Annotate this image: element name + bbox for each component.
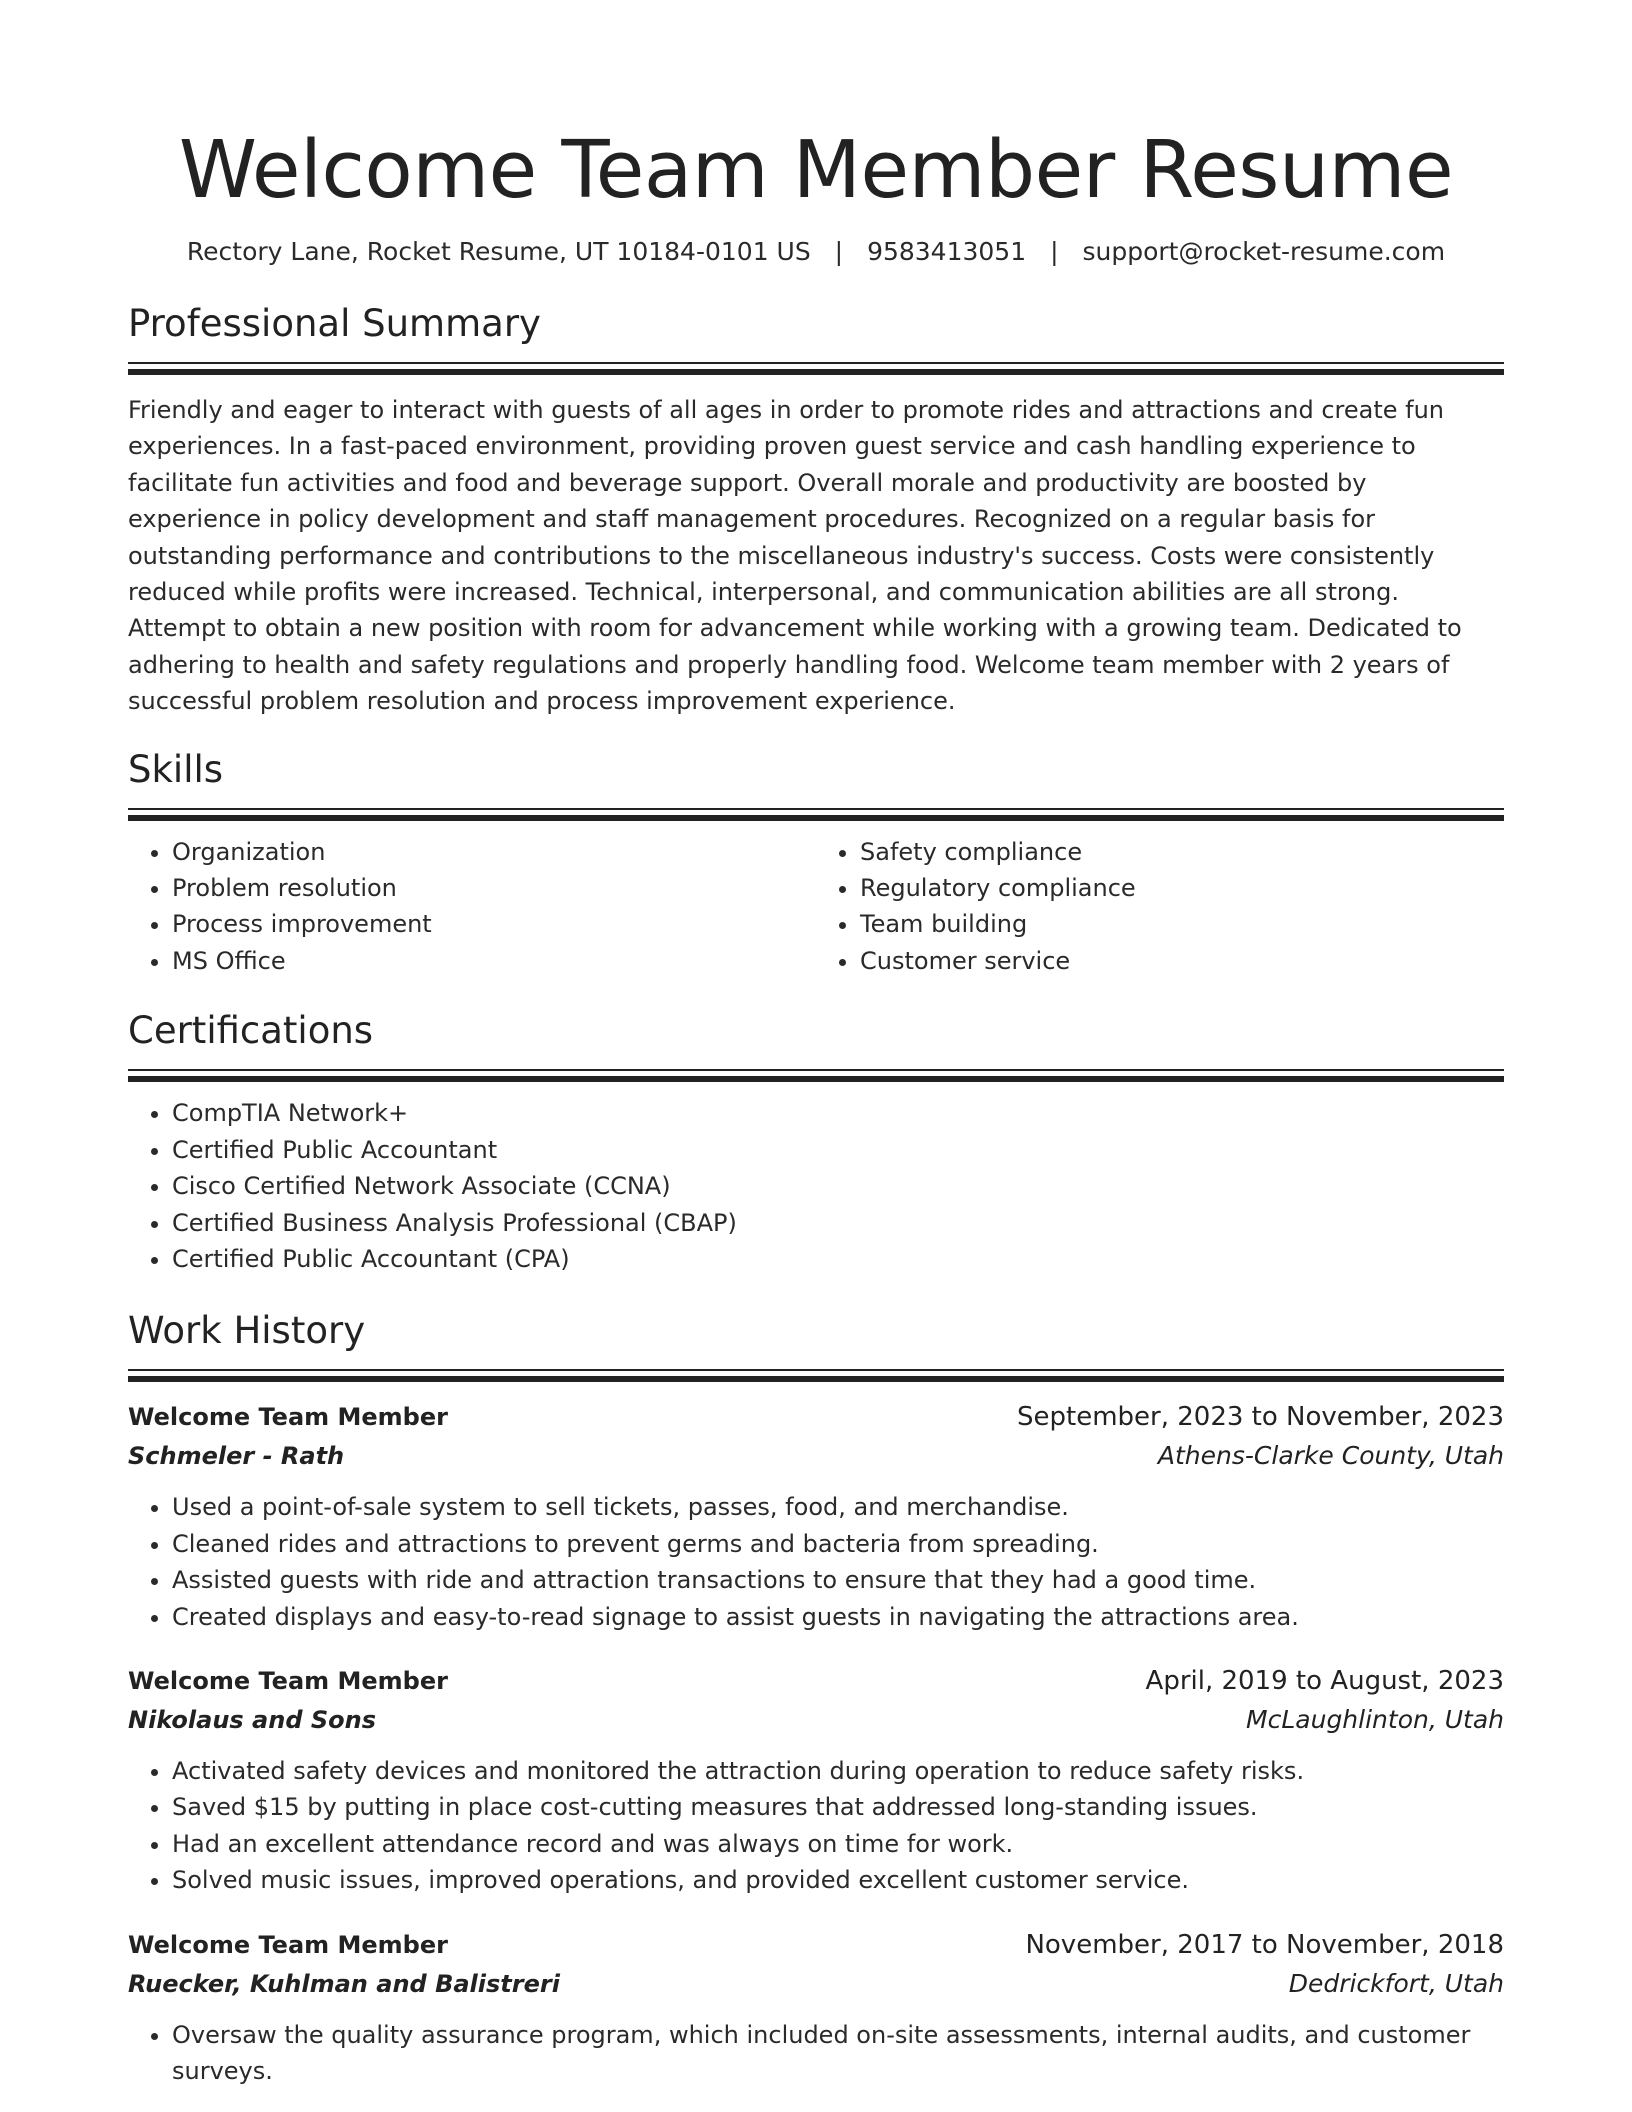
skill-item: • Safety compliance [860, 834, 1504, 870]
certification-item: • Certified Business Analysis Professional (CBAP) [172, 1205, 1504, 1241]
contact-separator: | [1050, 237, 1059, 266]
job-location: Dedrickfort, Utah [1288, 1968, 1504, 1998]
job-company: Schmeler - Rath [128, 1442, 345, 1471]
job-bullet: • Assisted guests with ride and attraction transactions to ensure that they had a good time. [172, 1562, 1504, 1598]
job-bullet: • Oversaw the quality assurance program, which included on-site assessments, internal audits, and customer surveys. [172, 2017, 1504, 2090]
job-location: McLaughlinton, Utah [1246, 1704, 1504, 1734]
skill-item: • Regulatory compliance [860, 870, 1504, 906]
skill-item: • Team building [860, 906, 1504, 942]
skills-column-right [816, 834, 1504, 980]
certification-item: • Cisco Certified Network Associate (CCNA) [172, 1168, 1504, 1204]
job-bullet: • Cleaned rides and attractions to prevent germs and bacteria from spreading. [172, 1526, 1504, 1562]
section-divider [128, 362, 1504, 374]
job-bullet: • Solved music issues, improved operations, and provided excellent customer service. [172, 1862, 1504, 1898]
section-title-skills: Skills [128, 747, 224, 791]
job-location: Athens-Clarke County, Utah [1157, 1441, 1504, 1471]
job-title: Welcome Team Member [128, 1403, 448, 1432]
job-entry [128, 1397, 1504, 1635]
section-divider [128, 808, 1504, 820]
contact-phone: 9583413051 [867, 237, 1027, 266]
skill-item: • Customer service [860, 943, 1504, 979]
job-dates: November, 2017 to November, 2018 [1025, 1929, 1504, 1960]
job-bullet: • Had an excellent attendance record and was always on time for work. [172, 1826, 1504, 1862]
resume-page [128, 0, 1504, 2089]
skill-item: • Problem resolution [172, 870, 816, 906]
skill-item: • Process improvement [172, 906, 816, 942]
skill-item: • Organization [172, 834, 816, 870]
job-bullet: • Saved $15 by putting in place cost-cutting measures that addressed long-standing issues. [172, 1789, 1504, 1825]
work-history-section [128, 1307, 1504, 2089]
certification-item: • Certified Public Accountant [172, 1132, 1504, 1168]
summary-section [128, 300, 1504, 720]
section-divider [128, 1069, 1504, 1081]
resume-name: Welcome Team Member Resume [178, 124, 1454, 216]
job-bullet: • Used a point-of-sale system to sell tickets, passes, food, and merchandise. [172, 1489, 1504, 1525]
certification-item: • Certified Public Accountant (CPA) [172, 1241, 1504, 1277]
skill-item: • MS Office [172, 943, 816, 979]
section-title-certifications: Certifications [128, 1009, 374, 1053]
job-bullet: • Created displays and easy-to-read signage to assist guests in navigating the attractions area. [172, 1599, 1504, 1635]
section-title-summary: Professional Summary [128, 302, 541, 345]
section-title-work-history: Work History [128, 1309, 366, 1353]
contact-email: support@rocket-resume.com [1082, 237, 1446, 266]
contact-separator: | [834, 237, 844, 266]
job-dates: April, 2019 to August, 2023 [1145, 1665, 1504, 1696]
job-dates: September, 2023 to November, 2023 [1017, 1402, 1504, 1433]
skills-columns [128, 834, 1504, 980]
summary-text: Friendly and eager to interact with guests of all ages in order to promote rides and attractions and create fun experiences. In a fast-paced environment, providing proven guest service and cash handling experience to facilitate fun activities and food and beverage support. Overall morale and productivity are boosted by experience in policy development and staff management procedures. Recognized on a regular basis for outstanding performance and contributions to the miscellaneous industry's success. Costs were consistently reduced while profits were increased. Technical, interpersonal, and communication abilities are all strong. Attempt to obtain a new position with room for advancement while working with a growing team. Dedicated to adhering to health and safety regulations and properly handling food. Welcome team member with 2 years of successful problem resolution and process improvement experience. [128, 396, 1462, 716]
job-entry [128, 1925, 1504, 2090]
skills-section [128, 746, 1504, 980]
job-company: Ruecker, Kuhlman and Balistreri [128, 1969, 560, 1998]
certifications-list [128, 1095, 1504, 1277]
skills-column-left [128, 834, 816, 980]
job-bullet: • Activated safety devices and monitored the attraction during operation to reduce safety risks. [172, 1753, 1504, 1789]
job-title: Welcome Team Member [128, 1930, 448, 1959]
job-company: Nikolaus and Sons [128, 1705, 377, 1734]
contact-line [128, 234, 1504, 270]
contact-address: Rectory Lane, Rocket Resume, UT 10184-0101 US [186, 237, 811, 266]
job-title: Welcome Team Member [128, 1666, 448, 1695]
section-divider [128, 1369, 1504, 1381]
certifications-section [128, 1007, 1504, 1277]
certification-item: • CompTIA Network+ [172, 1095, 1504, 1131]
job-entry [128, 1661, 1504, 1899]
